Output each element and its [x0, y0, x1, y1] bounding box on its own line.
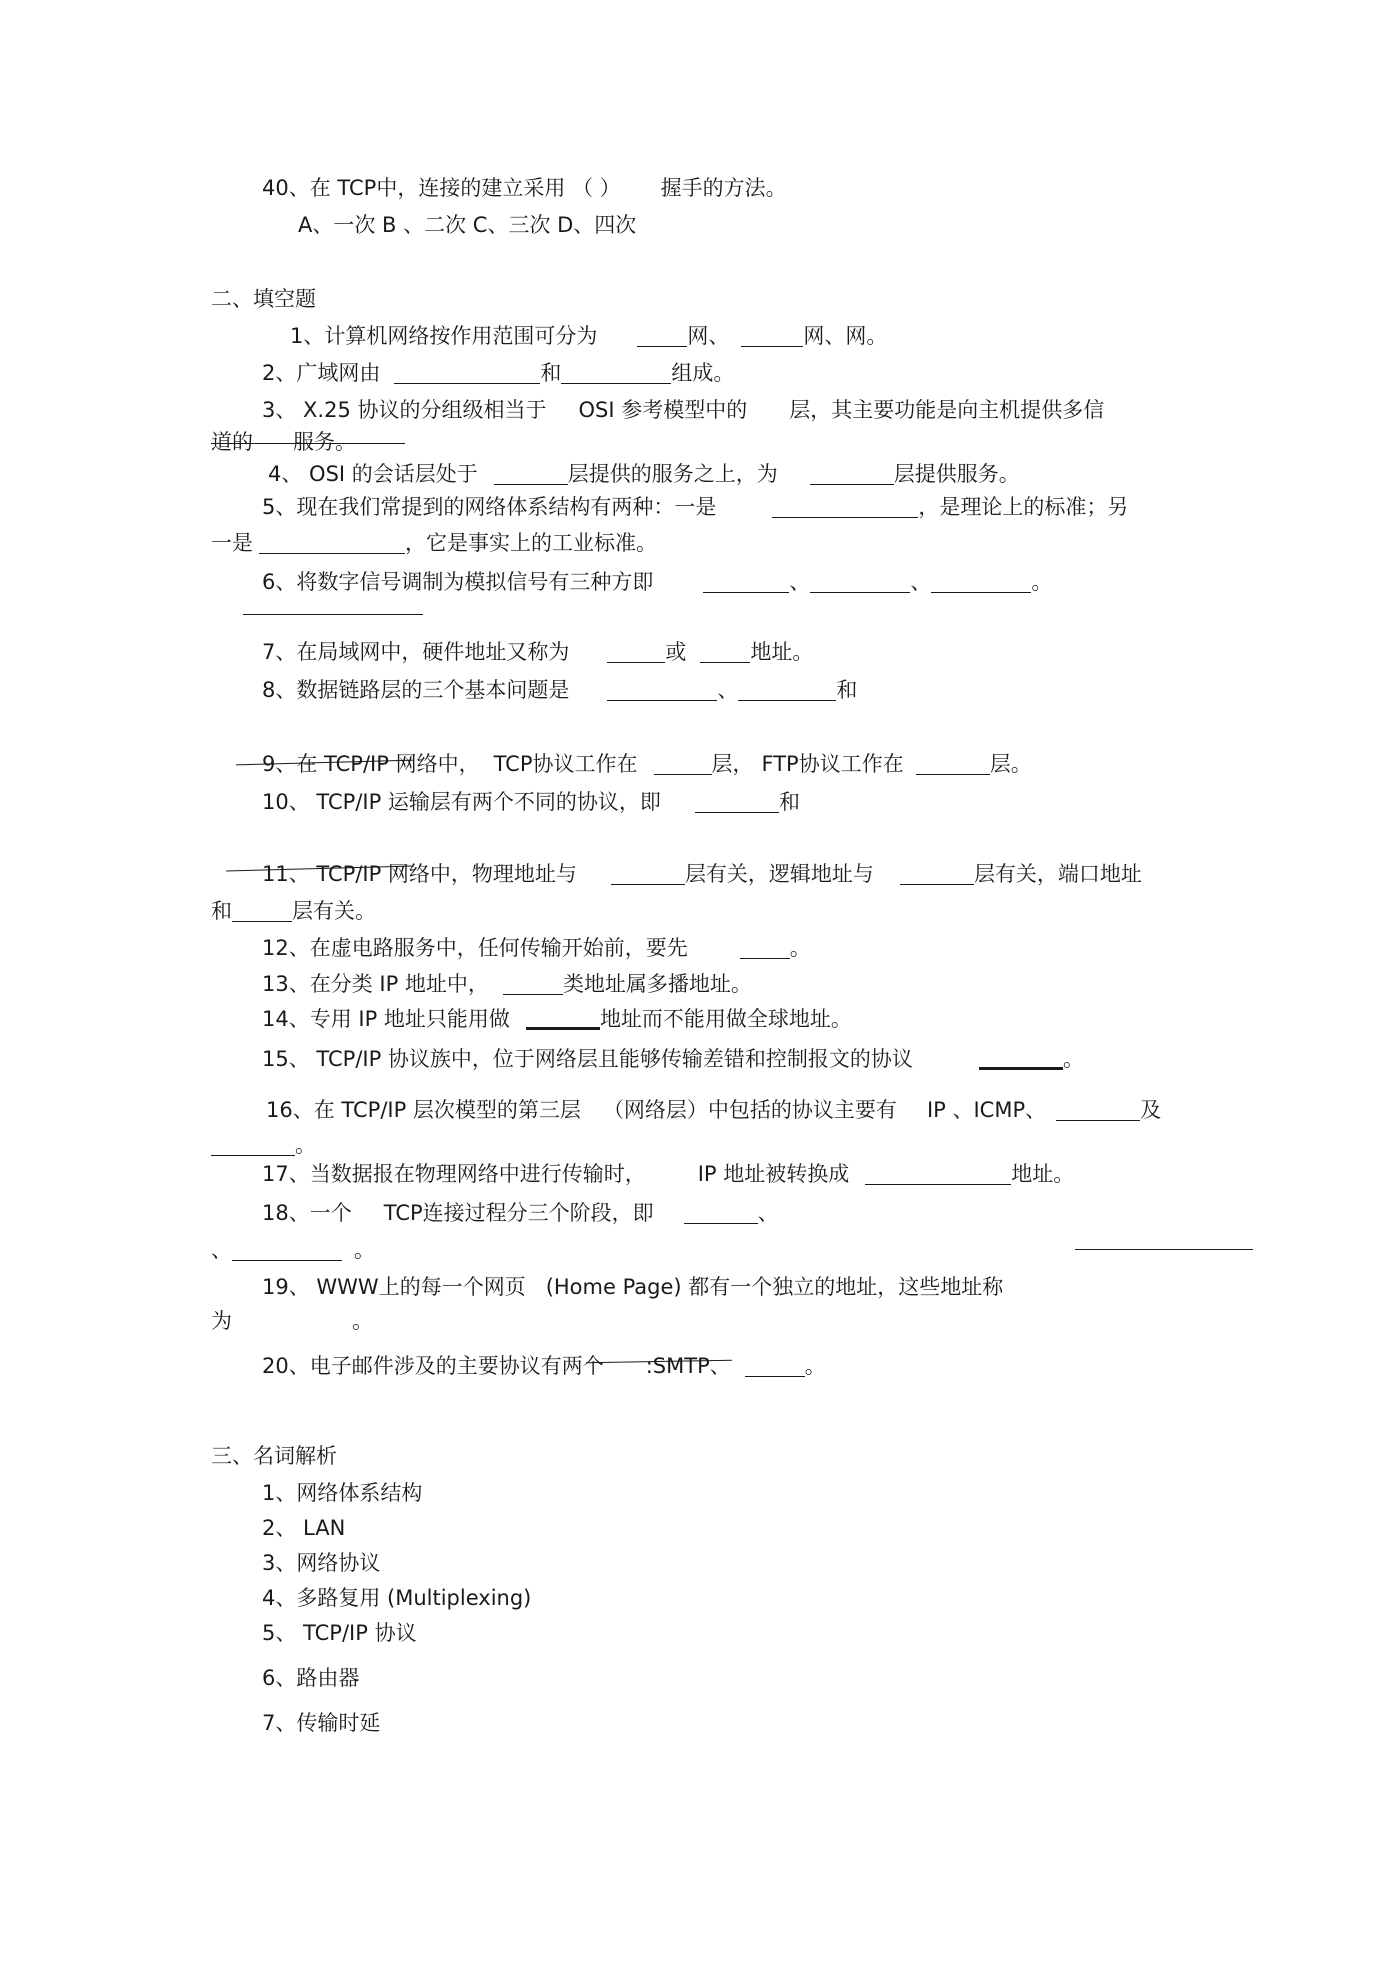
q3-text-2: OSI 参考模型中的	[578, 398, 748, 422]
q2	[262, 359, 734, 387]
q16-line2	[211, 1131, 316, 1159]
q5-text: 5、现在我们常提到的网络体系结构有两种：一是	[262, 495, 717, 519]
q19-text-3: 为	[211, 1309, 232, 1333]
term-3: 3、网络协议	[262, 1551, 381, 1575]
blank	[607, 679, 717, 701]
q1	[290, 322, 887, 350]
blank	[745, 1355, 805, 1377]
q6-text-4: 。	[1031, 570, 1053, 594]
q20-text-2: :SMTP、	[645, 1354, 731, 1378]
q4-text-2: 层提供的服务之上，为	[567, 462, 778, 486]
q11-text: 11、 TCP/IP 网络中，物理地址与	[262, 862, 577, 886]
q10-text-2: 和	[778, 790, 800, 814]
q11-text-5: 层有关。	[292, 899, 376, 923]
q8-text: 8、数据链路层的三个基本问题是	[262, 678, 570, 702]
blank	[703, 571, 789, 593]
q13	[262, 970, 752, 998]
q18-text: 18、一个	[262, 1201, 352, 1225]
q8	[262, 676, 857, 704]
blank	[394, 362, 540, 384]
q15-text: 15、 TCP/IP 协议族中，位于网络层且能够传输差错和控制报文的协议	[262, 1047, 913, 1071]
q14-text-2: 地址而不能用做全球地址。	[599, 1007, 852, 1031]
q18-blank-right	[1075, 1249, 1253, 1250]
q5-line1	[262, 493, 1128, 521]
q12-text: 12、在虚电路服务中，任何传输开始前，要先	[262, 936, 688, 960]
q3-strike	[211, 443, 405, 444]
q2-text-2: 和	[540, 361, 562, 385]
blank	[561, 362, 671, 384]
q10	[262, 788, 800, 816]
question-40-options: A、一次 B 、二次 C、三次 D、四次	[298, 213, 637, 237]
q3-text: 3、 X.25 协议的分组级相当于	[262, 398, 547, 422]
q19-text-2: (Home Page) 都有一个独立的地址，这些地址称	[545, 1275, 1004, 1299]
q16-text: 16、在 TCP/IP 层次模型的第三层	[266, 1098, 581, 1122]
q9-text-5: 层。	[989, 752, 1032, 776]
q13-text: 13、在分类 IP 地址中，	[262, 972, 489, 996]
q9-text-2: TCP协议工作在	[493, 752, 638, 776]
q3-line2	[211, 428, 356, 456]
q2-text: 2、广域网由	[262, 361, 381, 385]
blank	[259, 532, 405, 554]
q19-text: 19、 WWW上的每一个网页	[262, 1275, 526, 1299]
blank	[772, 496, 918, 518]
q1-text: 1、计算机网络按作用范围可分为	[290, 324, 598, 348]
q18-text-4: 、	[211, 1238, 232, 1262]
q19-line1	[262, 1273, 1003, 1301]
q14-text: 14、专用 IP 地址只能用做	[262, 1007, 510, 1031]
blank	[741, 325, 803, 347]
blank	[740, 937, 790, 959]
q5-text-4: ，它是事实上的工业标准。	[405, 531, 657, 555]
blank	[526, 1006, 600, 1030]
q16-text-3: IP 、ICMP、	[926, 1098, 1047, 1122]
q18-line2	[211, 1236, 375, 1264]
q18-text-5: 。	[354, 1238, 375, 1262]
q6-text-3: 、	[910, 570, 932, 594]
q6-text: 6、将数字信号调制为模拟信号有三种方即	[262, 570, 654, 594]
blank	[810, 571, 910, 593]
q17-text-3: 地址。	[1011, 1162, 1075, 1186]
term-4: 4、多路复用 (Multiplexing)	[262, 1586, 532, 1610]
term-1: 1、网络体系结构	[262, 1481, 423, 1505]
q10-text: 10、 TCP/IP 运输层有两个不同的协议，即	[262, 790, 661, 814]
blank	[211, 1134, 295, 1156]
blank	[503, 973, 563, 995]
q8-text-3: 和	[836, 678, 858, 702]
blank	[931, 571, 1031, 593]
blank	[494, 463, 568, 485]
q19-text-4: 。	[352, 1309, 373, 1333]
blank	[637, 325, 687, 347]
q1-text-3: 网、网。	[803, 324, 888, 348]
q11-text-4: 和	[211, 899, 232, 923]
blank	[1056, 1099, 1140, 1121]
q11-text-2: 层有关，逻辑地址与	[684, 862, 874, 886]
q3-text-4: 道的	[211, 430, 253, 454]
term-2: 2、 LAN	[262, 1516, 346, 1540]
blank	[810, 463, 894, 485]
q1-text-2: 网、	[687, 324, 730, 348]
question-40	[262, 174, 787, 202]
blank	[232, 900, 292, 922]
q7-text-3: 地址。	[750, 640, 814, 664]
q4-text-3: 层提供服务。	[893, 462, 1020, 486]
q11-text-3: 层有关，端口地址	[973, 862, 1142, 886]
q17	[262, 1160, 1074, 1188]
q6-text-2: 、	[789, 570, 811, 594]
blank	[607, 641, 665, 663]
blank	[611, 863, 685, 885]
q3-line1	[262, 396, 1104, 424]
q16-text-2: （网络层）中包括的协议主要有	[602, 1098, 897, 1122]
q20-text: 20、电子邮件涉及的主要协议有两个	[262, 1354, 604, 1378]
q13-text-2: 类地址属多播地址。	[562, 972, 752, 996]
q8-text-2: 、	[717, 678, 739, 702]
blank	[654, 753, 712, 775]
q15-text-2: 。	[1062, 1047, 1084, 1071]
q7-text-2: 或	[665, 640, 687, 664]
q9-text-3: 层，	[711, 752, 754, 776]
q7-text: 7、在局域网中，硬件地址又称为	[262, 640, 570, 664]
q40-stem-1: 40、在 TCP中，连接的建立采用 （ ）	[262, 176, 621, 200]
blank	[684, 1202, 758, 1224]
q19-line2	[211, 1307, 373, 1335]
q16-line1	[266, 1096, 1161, 1124]
term-5: 5、 TCP/IP 协议	[262, 1621, 417, 1645]
q6	[262, 568, 1052, 596]
q15	[262, 1045, 1084, 1073]
q20-text-3: 。	[804, 1354, 826, 1378]
q4	[268, 460, 1020, 488]
q9-text: 9、在 TCP/IP 网络中，	[262, 752, 480, 776]
blank	[695, 791, 779, 813]
blank	[916, 753, 990, 775]
term-7: 7、传输时延	[262, 1711, 381, 1735]
q16-text-5: 。	[295, 1133, 316, 1157]
q12-text-2: 。	[789, 936, 811, 960]
section-3-title: 三、名词解析	[211, 1444, 337, 1468]
q14	[262, 1005, 852, 1033]
q9	[262, 750, 1032, 778]
q3-text-3: 层，其主要功能是向主机提供多信	[789, 398, 1105, 422]
blank	[738, 679, 836, 701]
q11-line1	[262, 860, 1142, 888]
q16-text-4: 及	[1140, 1098, 1162, 1122]
q20	[262, 1352, 826, 1380]
q5-text-3: 一是	[211, 531, 253, 555]
q5-text-2: ，是理论上的标准；另	[918, 495, 1129, 519]
blank	[900, 863, 974, 885]
q17-text: 17、当数据报在物理网络中进行传输时，	[262, 1162, 646, 1186]
q4-text: 4、 OSI 的会话层处于	[268, 462, 478, 486]
q18-text-3: 、	[757, 1201, 779, 1225]
q40-stem-2: 握手的方法。	[660, 176, 787, 200]
q7	[262, 638, 813, 666]
q9-text-4: FTP协议工作在	[761, 752, 904, 776]
q6-blank	[243, 614, 423, 615]
q18-text-2: TCP连接过程分三个阶段，即	[383, 1201, 654, 1225]
q17-text-2: IP 地址被转换成	[697, 1162, 850, 1186]
q3-text-5: 服务。	[293, 430, 356, 454]
q5-line2	[211, 529, 657, 557]
q12	[262, 934, 811, 962]
blank	[865, 1163, 1011, 1185]
blank	[232, 1239, 342, 1261]
q18-line1	[262, 1199, 779, 1227]
term-6: 6、路由器	[262, 1666, 360, 1690]
blank	[700, 641, 750, 663]
q11-line2	[211, 897, 376, 925]
blank	[979, 1046, 1063, 1070]
section-2-title: 二、填空题	[211, 287, 316, 311]
q2-text-3: 组成。	[671, 361, 735, 385]
